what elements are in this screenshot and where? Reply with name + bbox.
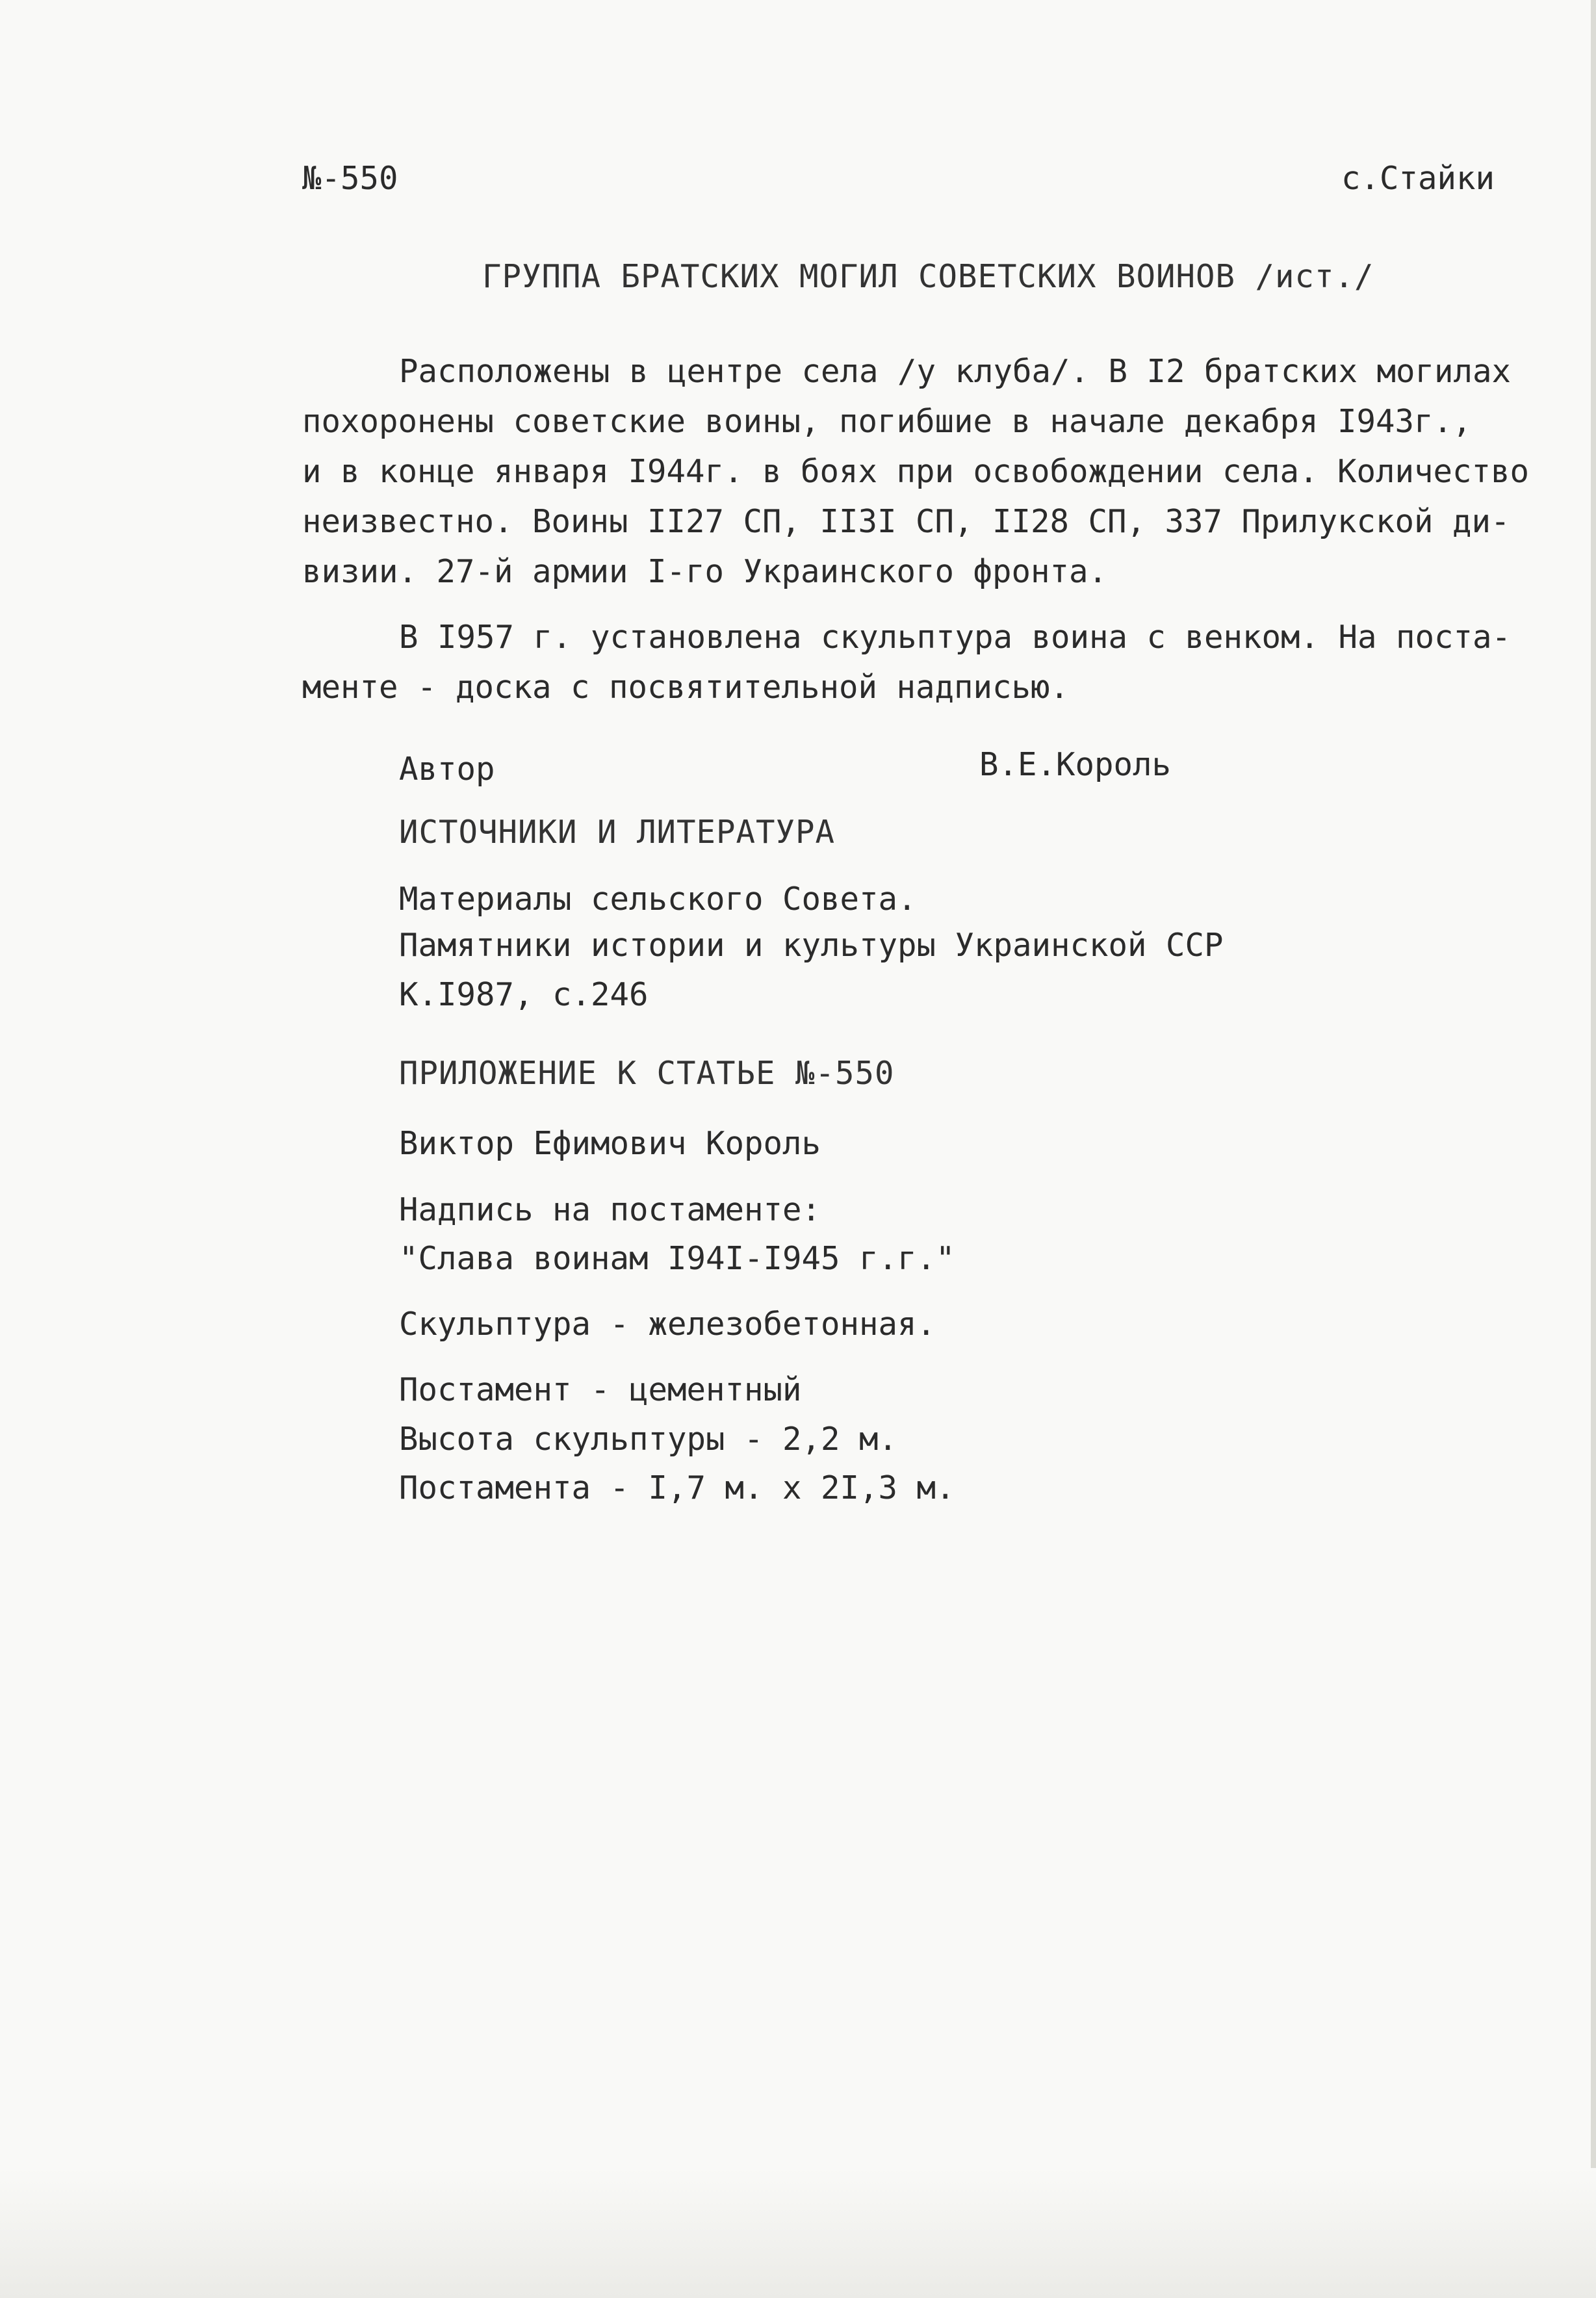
paragraph-1-line-1: Расположены в центре села /у клуба/. В I2 братских могилах — [399, 353, 1512, 390]
village-name: с.Стайки — [1341, 160, 1495, 197]
sculpture-height: Высота скульптуры - 2,2 м. — [399, 1421, 898, 1458]
paragraph-1-line-5: визии. 27-й армии I-го Украинского фронта. — [302, 553, 1108, 590]
paragraph-2-line-2: менте - доска с посвятительной надписью. — [302, 669, 1070, 706]
inscription-text: "Слава воинам I94I-I945 г.г." — [399, 1240, 955, 1277]
paper-edge-bottom — [0, 2168, 1596, 2298]
author-name: В.Е.Король — [979, 746, 1172, 783]
paragraph-1-line-3: и в конце января I944г. в боях при освобождении села. Количество — [302, 453, 1530, 490]
pedestal-material: Постамент - цементный — [399, 1371, 802, 1408]
document-title: ГРУППА БРАТСКИХ МОГИЛ СОВЕТСКИХ ВОИНОВ /ист./ — [482, 258, 1374, 295]
source-line-3: К.I987, с.246 — [399, 976, 649, 1013]
sources-heading: ИСТОЧНИКИ И ЛИТЕРАТУРА — [399, 814, 836, 851]
paragraph-1-line-4: неизвестно. Воины II27 СП, II3I СП, II28 СП, 337 Прилукской ди- — [302, 503, 1510, 540]
pedestal-size: Постамента - I,7 м. х 2I,3 м. — [399, 1469, 955, 1506]
paragraph-2-line-1: В I957 г. установлена скульптура воина с венком. На поста- — [399, 619, 1512, 656]
source-line-1: Материалы сельского Совета. — [399, 881, 917, 918]
appendix-person: Виктор Ефимович Король — [399, 1125, 821, 1162]
source-line-2: Памятники истории и культуры Украинской ССР — [399, 927, 1224, 964]
inscription-label: Надпись на постаменте: — [399, 1191, 821, 1228]
paragraph-1-line-2: похоронены советские воины, погибшие в начале декабря I943г., — [302, 403, 1472, 440]
appendix-heading: ПРИЛОЖЕНИЕ К СТАТЬЕ №-550 — [399, 1055, 895, 1092]
author-label: Автор — [399, 751, 495, 788]
article-number: №-550 — [302, 160, 398, 197]
sculpture-material: Скульптура - железобетонная. — [399, 1306, 936, 1343]
paper-edge-right — [1591, 0, 1596, 2298]
